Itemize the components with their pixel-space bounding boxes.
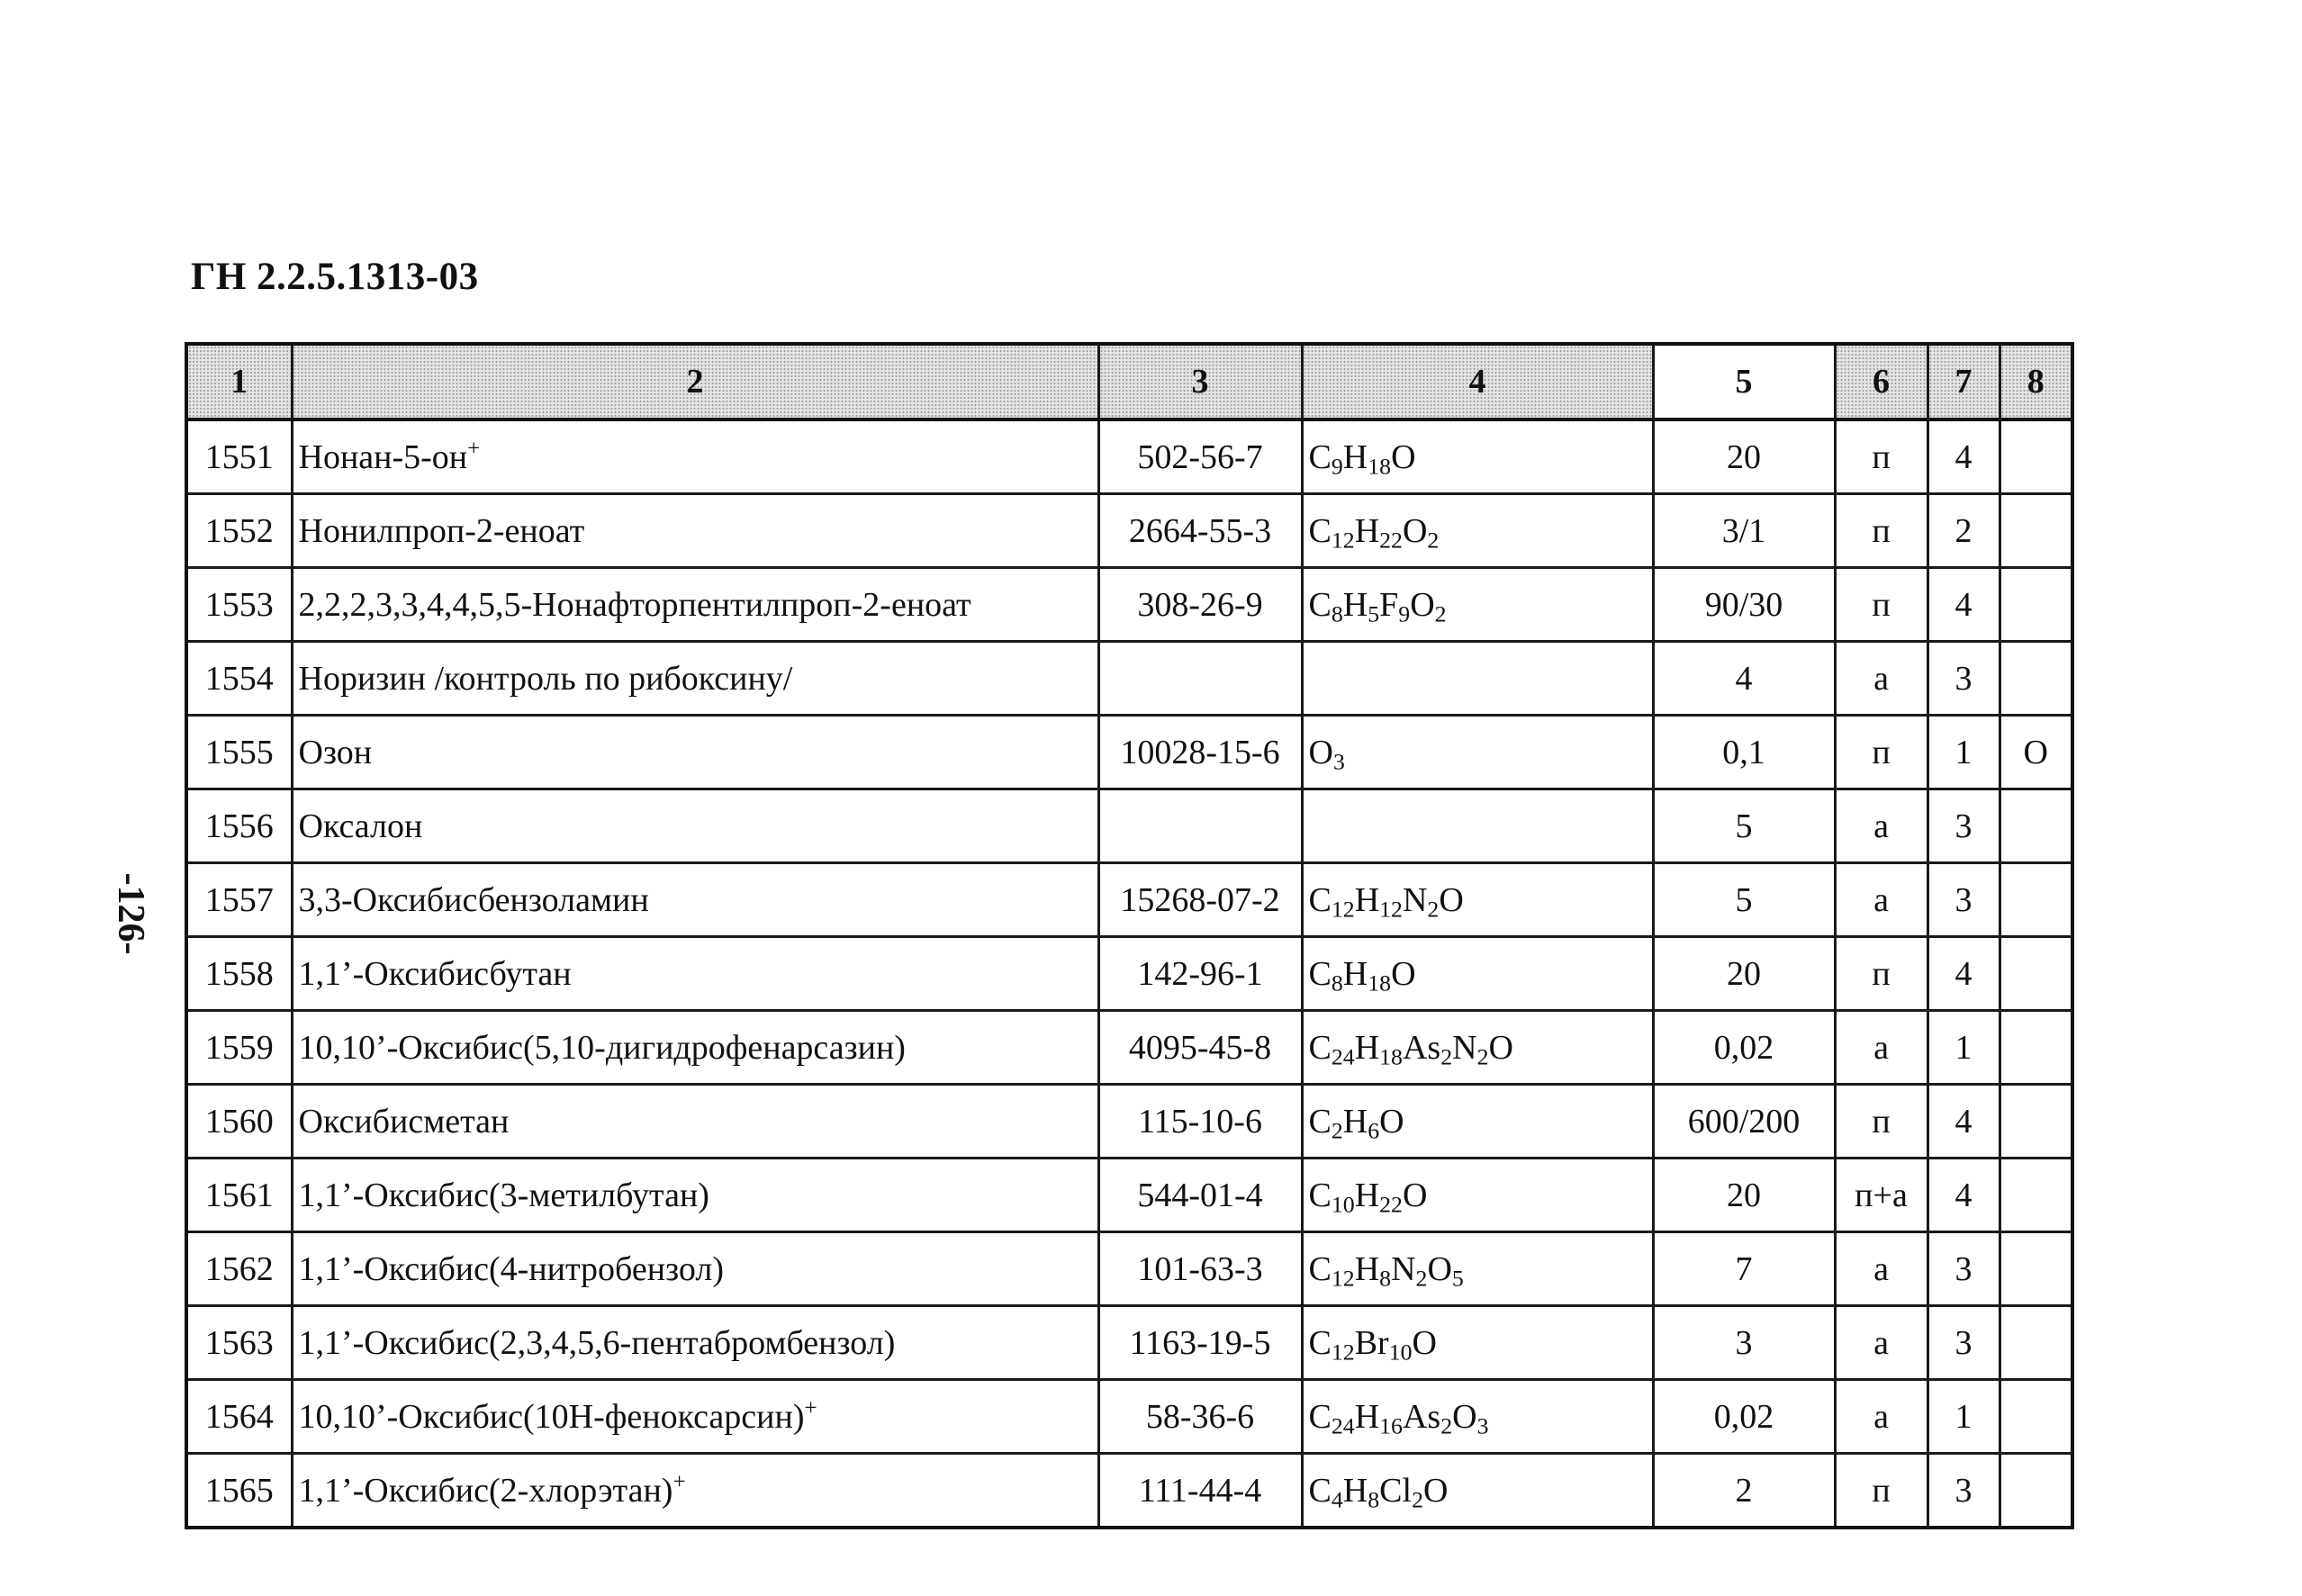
hazard-class: 1 (1927, 716, 2000, 789)
formula-subscript: 18 (1368, 969, 1392, 996)
cas-number: 2664-55-3 (1098, 494, 1302, 568)
formula-element: H (1354, 880, 1380, 919)
substances-table (185, 342, 2074, 1529)
cas-number: 4095-45-8 (1098, 1011, 1302, 1085)
page-number: -126- (110, 872, 151, 955)
formula-subscript: 10 (1388, 1338, 1413, 1365)
column-header-2: 2 (292, 344, 1098, 419)
substance-name-text: 1,1’-Оксибис(2-хлорэтан) (298, 1471, 673, 1510)
column-header-3: 3 (1098, 344, 1302, 419)
limit-value: 20 (1653, 419, 1835, 494)
formula-subscript: 12 (1331, 895, 1355, 922)
hazard-class: 3 (1927, 789, 2000, 863)
table-row (186, 716, 2072, 789)
substance-name-text: 1,1’-Оксибисбутан (298, 954, 572, 993)
substance-name (292, 1085, 1098, 1159)
substance-name (292, 1011, 1098, 1085)
formula-subscript: 3 (1476, 1411, 1489, 1438)
formula-subscript: 6 (1368, 1116, 1380, 1143)
chemical-formula (1302, 937, 1653, 1011)
formula-element: C (1308, 1102, 1332, 1141)
aggregate-state: п (1835, 716, 1927, 789)
limit-value: 0,02 (1653, 1380, 1835, 1454)
cas-number (1098, 642, 1302, 716)
formula-element: O (1308, 733, 1333, 771)
hazard-class: 3 (1927, 1232, 2000, 1306)
hazard-class: 1 (1927, 1380, 2000, 1454)
formula-subscript: 18 (1368, 452, 1392, 479)
formula-element: O (1452, 1397, 1477, 1436)
column-header-7: 7 (1927, 344, 2000, 419)
allergen-mark: + (673, 1469, 686, 1494)
formula-element: O (1412, 1323, 1437, 1362)
aggregate-state: а (1835, 789, 1927, 863)
limit-value: 2 (1653, 1454, 1835, 1528)
chemical-formula (1302, 568, 1653, 642)
substance-name-text: Норизин /контроль по рибоксину/ (298, 659, 793, 698)
substance-name-text: 2,2,2,3,3,4,4,5,5-Нонафторпентилпроп-2-еноат (298, 585, 971, 624)
limit-value: 90/30 (1653, 568, 1835, 642)
formula-subscript: 2 (1331, 1116, 1343, 1143)
limit-value: 20 (1653, 1159, 1835, 1232)
note-mark (2000, 937, 2072, 1011)
table-body (186, 419, 2072, 1528)
formula-element: As (1402, 1028, 1441, 1067)
limit-value: 20 (1653, 937, 1835, 1011)
substance-name (292, 642, 1098, 716)
formula-subscript: 2 (1415, 1264, 1428, 1291)
row-number: 1560 (186, 1085, 292, 1159)
formula-element: N (1391, 1249, 1416, 1288)
chemical-formula (1302, 1232, 1653, 1306)
column-header-1: 1 (186, 344, 292, 419)
column-header-6: 6 (1835, 344, 1927, 419)
formula-element: H (1354, 1397, 1380, 1436)
aggregate-state: п (1835, 937, 1927, 1011)
formula-subscript: 12 (1331, 1338, 1355, 1365)
formula-element: O (1379, 1102, 1404, 1141)
chemical-formula (1302, 1306, 1653, 1380)
note-mark (2000, 789, 2072, 863)
hazard-class: 2 (1927, 494, 2000, 568)
chemical-formula (1302, 494, 1653, 568)
substance-name-text: Оксалон (298, 807, 423, 845)
formula-subscript: 8 (1331, 969, 1343, 996)
substance-name-text: Нонилпроп-2-еноат (298, 511, 585, 550)
formula-subscript: 5 (1451, 1264, 1464, 1291)
chemical-formula (1302, 1380, 1653, 1454)
hazard-class: 3 (1927, 863, 2000, 937)
substance-name-text: Оксибисметан (298, 1102, 510, 1141)
hazard-class: 4 (1927, 419, 2000, 494)
column-header-4: 4 (1302, 344, 1653, 419)
row-number: 1563 (186, 1306, 292, 1380)
limit-value: 3 (1653, 1306, 1835, 1380)
formula-element: O (1402, 511, 1428, 550)
table-row (186, 1454, 2072, 1528)
formula-subscript: 2 (1427, 895, 1440, 922)
formula-subscript: 22 (1379, 1190, 1403, 1217)
formula-subscript: 3 (1332, 747, 1345, 774)
formula-element: O (1410, 585, 1435, 624)
note-mark (2000, 1011, 2072, 1085)
chemical-formula (1302, 1159, 1653, 1232)
formula-subscript: 4 (1331, 1485, 1343, 1512)
formula-subscript: 18 (1379, 1042, 1403, 1069)
table-row (186, 937, 2072, 1011)
aggregate-state: п (1835, 419, 1927, 494)
substance-name-text: 1,1’-Оксибис(4-нитробензол) (298, 1249, 724, 1288)
formula-element: O (1422, 1471, 1449, 1510)
limit-value: 5 (1653, 863, 1835, 937)
note-mark (2000, 1306, 2072, 1380)
aggregate-state: п (1835, 568, 1927, 642)
row-number: 1551 (186, 419, 292, 494)
allergen-mark: + (804, 1395, 817, 1420)
substance-name (292, 937, 1098, 1011)
table-row (186, 642, 2072, 716)
note-mark (2000, 1380, 2072, 1454)
formula-subscript: 8 (1331, 600, 1343, 627)
formula-subscript: 16 (1379, 1411, 1403, 1438)
note-mark (2000, 642, 2072, 716)
substance-name-text: 10,10’-Оксибис(10Н-феноксарсин) (298, 1397, 805, 1436)
formula-subscript: 8 (1379, 1264, 1392, 1291)
cas-number: 58-36-6 (1098, 1380, 1302, 1454)
hazard-class: 3 (1927, 1306, 2000, 1380)
cas-number: 1163-19-5 (1098, 1306, 1302, 1380)
aggregate-state: а (1835, 1306, 1927, 1380)
formula-element: C (1308, 1323, 1332, 1362)
table-row (186, 863, 2072, 937)
formula-element: C (1308, 1176, 1332, 1214)
hazard-class: 1 (1927, 1011, 2000, 1085)
formula-subscript: 2 (1434, 600, 1447, 627)
formula-subscript: 8 (1368, 1485, 1380, 1512)
formula-element: N (1402, 880, 1428, 919)
aggregate-state: п (1835, 494, 1927, 568)
formula-element: O (1391, 437, 1416, 476)
substance-name (292, 494, 1098, 568)
substance-name-text: Нонан-5-он (298, 437, 468, 476)
cas-number: 502-56-7 (1098, 419, 1302, 494)
column-header-5: 5 (1653, 344, 1835, 419)
formula-element: O (1488, 1028, 1513, 1067)
hazard-class: 4 (1927, 1159, 2000, 1232)
formula-subscript: 9 (1398, 600, 1411, 627)
cas-number: 15268-07-2 (1098, 863, 1302, 937)
substance-name (292, 789, 1098, 863)
formula-element: H (1354, 1249, 1380, 1288)
note-mark (2000, 1085, 2072, 1159)
substance-name (292, 863, 1098, 937)
formula-element: H (1354, 1176, 1380, 1214)
row-number: 1552 (186, 494, 292, 568)
hazard-class: 4 (1927, 568, 2000, 642)
formula-element: F (1379, 585, 1399, 624)
table-header-row (186, 344, 2072, 419)
formula-element: H (1354, 1028, 1380, 1067)
column-header-8: 8 (2000, 344, 2072, 419)
formula-element: C (1308, 954, 1332, 993)
chemical-formula (1302, 419, 1653, 494)
formula-element: C (1308, 511, 1332, 550)
chemical-formula (1302, 1011, 1653, 1085)
aggregate-state: п (1835, 1085, 1927, 1159)
row-number: 1564 (186, 1380, 292, 1454)
formula-element: Br (1354, 1323, 1389, 1362)
table-row (186, 1011, 2072, 1085)
document-title: ГН 2.2.5.1313-03 (191, 256, 479, 298)
note-mark (2000, 1159, 2072, 1232)
table-row (186, 1232, 2072, 1306)
allergen-mark: + (467, 436, 481, 461)
cas-number: 115-10-6 (1098, 1085, 1302, 1159)
substance-name (292, 568, 1098, 642)
formula-element: O (1427, 1249, 1452, 1288)
table-row (186, 1306, 2072, 1380)
chemical-formula (1302, 1454, 1653, 1528)
limit-value: 0,1 (1653, 716, 1835, 789)
formula-subscript: 22 (1379, 526, 1403, 553)
aggregate-state: а (1835, 1232, 1927, 1306)
formula-element: C (1308, 1249, 1332, 1288)
aggregate-state: п+а (1835, 1159, 1927, 1232)
table-row (186, 1380, 2072, 1454)
table-row (186, 789, 2072, 863)
row-number: 1559 (186, 1011, 292, 1085)
chemical-formula (1302, 642, 1653, 716)
formula-element: H (1342, 585, 1368, 624)
formula-element: H (1342, 1471, 1368, 1510)
formula-element: C (1308, 1397, 1332, 1436)
aggregate-state: а (1835, 863, 1927, 937)
cas-number (1098, 789, 1302, 863)
row-number: 1554 (186, 642, 292, 716)
table-row (186, 1085, 2072, 1159)
formula-element: O (1439, 880, 1464, 919)
hazard-class: 4 (1927, 937, 2000, 1011)
table-row (186, 494, 2072, 568)
hazard-class: 3 (1927, 1454, 2000, 1528)
note-mark (2000, 863, 2072, 937)
cas-number: 10028-15-6 (1098, 716, 1302, 789)
note-mark (2000, 419, 2072, 494)
formula-element: Cl (1379, 1471, 1413, 1510)
limit-value: 3/1 (1653, 494, 1835, 568)
table-row (186, 419, 2072, 494)
cas-number: 101-63-3 (1098, 1232, 1302, 1306)
note-mark (2000, 494, 2072, 568)
chemical-formula (1302, 863, 1653, 937)
formula-element: H (1342, 437, 1368, 476)
substance-name (292, 1306, 1098, 1380)
formula-subscript: 2 (1440, 1042, 1453, 1069)
substance-name (292, 716, 1098, 789)
formula-subscript: 2 (1476, 1042, 1489, 1069)
chemical-formula (1302, 716, 1653, 789)
limit-value: 5 (1653, 789, 1835, 863)
aggregate-state: а (1835, 1011, 1927, 1085)
formula-element: O (1391, 954, 1416, 993)
aggregate-state: а (1835, 642, 1927, 716)
chemical-formula (1302, 789, 1653, 863)
limit-value: 600/200 (1653, 1085, 1835, 1159)
formula-element: H (1342, 954, 1368, 993)
formula-element: H (1354, 511, 1380, 550)
chemical-formula (1302, 1085, 1653, 1159)
formula-subscript: 12 (1331, 526, 1355, 553)
cas-number: 308-26-9 (1098, 568, 1302, 642)
substance-name (292, 419, 1098, 494)
row-number: 1557 (186, 863, 292, 937)
formula-element: C (1308, 1028, 1332, 1067)
substance-name-text: 10,10’-Оксибис(5,10-дигидрофенарсазин) (298, 1028, 906, 1067)
formula-element: As (1402, 1397, 1441, 1436)
formula-subscript: 24 (1331, 1411, 1355, 1438)
formula-element: C (1308, 1471, 1332, 1510)
formula-subscript: 5 (1368, 600, 1380, 627)
substance-name (292, 1380, 1098, 1454)
formula-element: C (1308, 880, 1332, 919)
formula-subscript: 10 (1331, 1190, 1355, 1217)
row-number: 1565 (186, 1454, 292, 1528)
table-row (186, 568, 2072, 642)
row-number: 1561 (186, 1159, 292, 1232)
cas-number: 544-01-4 (1098, 1159, 1302, 1232)
note-mark (2000, 568, 2072, 642)
note-mark (2000, 1454, 2072, 1528)
substance-name (292, 1159, 1098, 1232)
formula-subscript: 24 (1331, 1042, 1355, 1069)
limit-value: 7 (1653, 1232, 1835, 1306)
formula-subscript: 12 (1331, 1264, 1355, 1291)
aggregate-state: п (1835, 1454, 1927, 1528)
limit-value: 0,02 (1653, 1011, 1835, 1085)
substance-name-text: 1,1’-Оксибис(2,3,4,5,6-пентабромбензол) (298, 1323, 896, 1362)
table-row (186, 1159, 2072, 1232)
row-number: 1558 (186, 937, 292, 1011)
substance-name-text: Озон (298, 733, 373, 771)
formula-element: C (1308, 585, 1332, 624)
substance-name (292, 1232, 1098, 1306)
aggregate-state: а (1835, 1380, 1927, 1454)
row-number: 1555 (186, 716, 292, 789)
formula-element: H (1342, 1102, 1368, 1141)
formula-subscript: 2 (1427, 526, 1440, 553)
row-number: 1553 (186, 568, 292, 642)
cas-number: 111-44-4 (1098, 1454, 1302, 1528)
note-mark: О (2000, 716, 2072, 789)
hazard-class: 4 (1927, 1085, 2000, 1159)
formula-subscript: 2 (1440, 1411, 1453, 1438)
note-mark (2000, 1232, 2072, 1306)
formula-subscript: 9 (1331, 452, 1343, 479)
substance-name (292, 1454, 1098, 1528)
cas-number: 142-96-1 (1098, 937, 1302, 1011)
substance-name-text: 3,3-Оксибисбензоламин (298, 880, 649, 919)
formula-element: N (1452, 1028, 1477, 1067)
row-number: 1562 (186, 1232, 292, 1306)
limit-value: 4 (1653, 642, 1835, 716)
formula-element: O (1402, 1176, 1428, 1214)
formula-subscript: 12 (1379, 895, 1403, 922)
substance-name-text: 1,1’-Оксибис(3-метилбутан) (298, 1176, 709, 1214)
formula-subscript: 2 (1412, 1485, 1423, 1512)
hazard-class: 3 (1927, 642, 2000, 716)
formula-element: C (1308, 437, 1332, 476)
row-number: 1556 (186, 789, 292, 863)
